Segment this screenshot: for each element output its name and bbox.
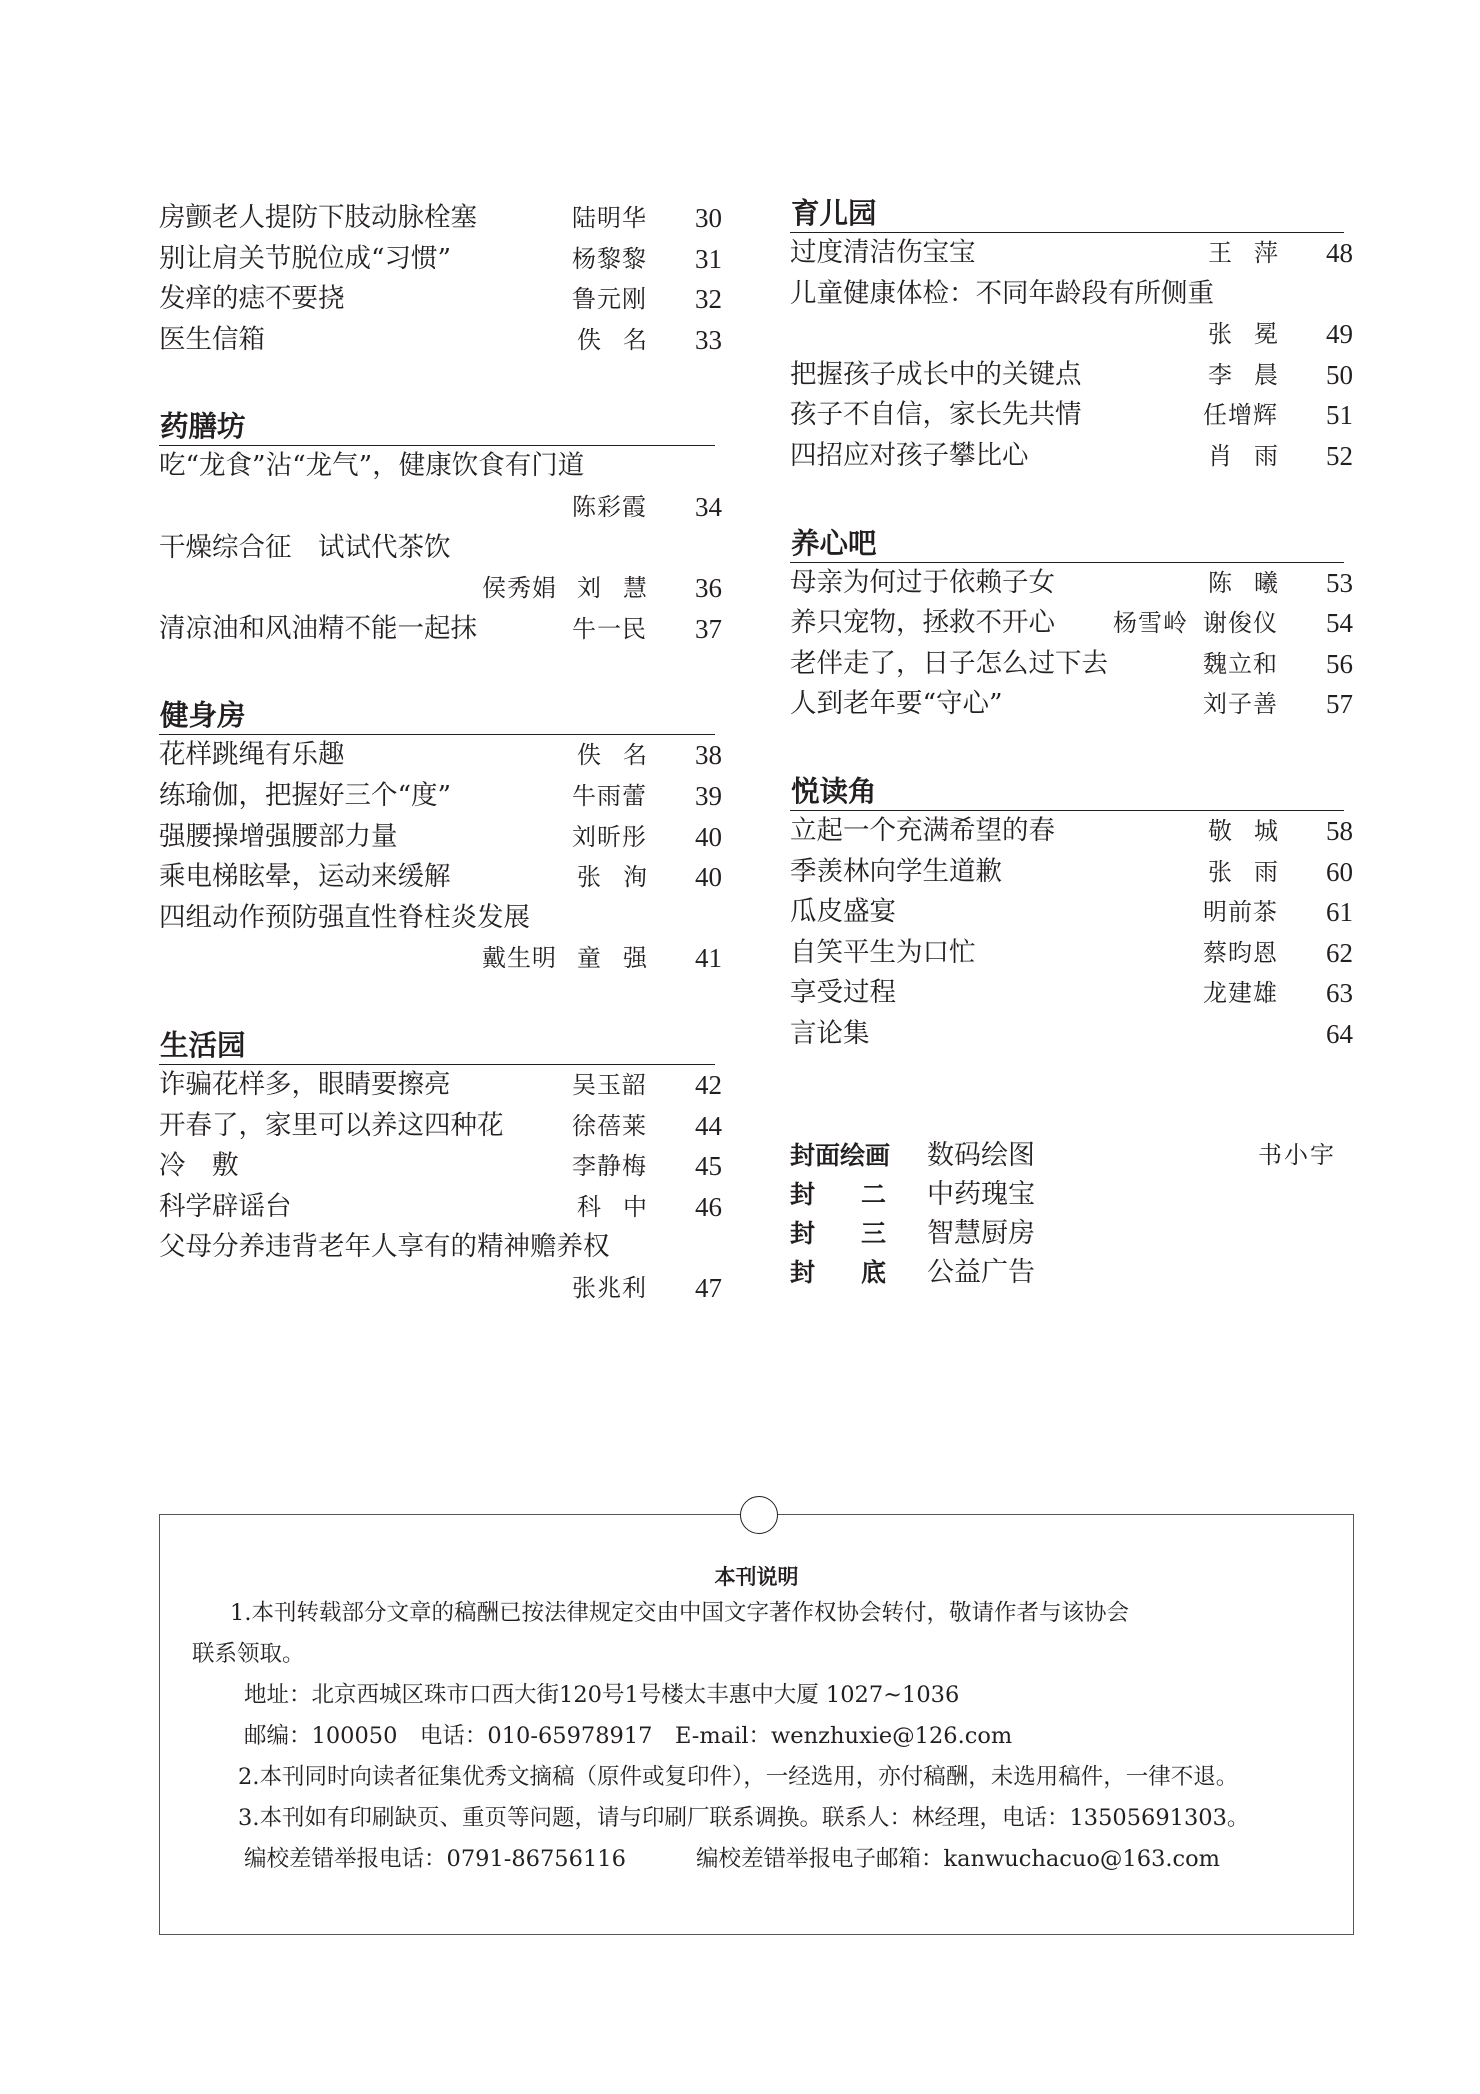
entry-title: 吃“龙食”沾“龙气”，健康饮食有门道 — [159, 450, 585, 482]
toc-entry[interactable] — [790, 355, 1353, 396]
entry-page: 62 — [1326, 937, 1353, 968]
entry-page: 38 — [695, 740, 722, 771]
entry-title: 老伴走了，日子怎么过下去 — [790, 647, 1108, 679]
entry-author: 牛雨蕾 — [572, 781, 647, 810]
entry-author: 陈彩霞 — [572, 492, 647, 521]
entry-title: 四组动作预防强直性脊柱炎发展 — [159, 901, 530, 933]
entry-author: 李晨 — [1208, 360, 1300, 389]
circle-ornament — [740, 1496, 778, 1534]
entry-author: 刘昕彤 — [572, 822, 647, 851]
entry-title: 四招应对孩子攀比心 — [790, 439, 1029, 471]
credit-label: 封面绘画 — [790, 1141, 891, 1170]
entry-page: 42 — [695, 1069, 722, 1100]
credit-value: 数码绘图 — [927, 1140, 1035, 1171]
entry-page: 32 — [695, 284, 722, 315]
toc-entry[interactable] — [159, 776, 722, 817]
entry-author: 任增辉 — [1203, 401, 1278, 430]
entry-page: 61 — [1326, 897, 1353, 928]
entry-page: 46 — [695, 1191, 722, 1222]
entry-page: 48 — [1326, 238, 1353, 268]
entry-author: 李静梅 — [572, 1152, 647, 1181]
entry-author: 肖雨 — [1208, 441, 1300, 470]
toc-entry[interactable] — [790, 1014, 1353, 1055]
toc-entry[interactable] — [790, 233, 1353, 274]
entry-author: 刘慧 — [577, 574, 669, 603]
entry-page: 63 — [1326, 978, 1353, 1009]
notice-title: 本刊说明 — [714, 1565, 799, 1589]
toc-entry-continuation[interactable] — [159, 938, 722, 979]
entry-title: 发痒的痣不要挠 — [159, 283, 345, 315]
entry-author: 王萍 — [1208, 239, 1300, 267]
entry-title: 父母分养违背老年人享有的精神赡养权 — [159, 1231, 610, 1263]
toc-left-column — [159, 198, 722, 1308]
entry-page: 47 — [695, 1272, 722, 1303]
entry-page: 51 — [1326, 400, 1353, 431]
toc-right-column — [790, 198, 1353, 1055]
entry-page: 50 — [1326, 359, 1353, 390]
credit-label: 封三 — [790, 1219, 933, 1248]
entry-title: 干燥综合征 试试代茶饮 — [159, 531, 451, 563]
section-title-shenghuo: 生活园 — [159, 1026, 715, 1065]
toc-entry-continuation[interactable] — [159, 1268, 722, 1309]
toc-entry[interactable] — [159, 1065, 722, 1106]
entry-author: 鲁元刚 — [572, 285, 647, 314]
toc-entry[interactable] — [159, 320, 722, 361]
entry-title: 享受过程 — [790, 977, 896, 1009]
entry-page: 45 — [695, 1151, 722, 1182]
notice-address: 地址：北京西城区珠市口西大街120号1号楼太丰惠中大厦 1027~1036 — [244, 1682, 960, 1708]
entry-page: 33 — [695, 324, 722, 355]
entry-title: 清凉油和风油精不能一起抹 — [159, 612, 477, 644]
entry-author: 张兆利 — [572, 1273, 647, 1302]
entry-author: 敬城 — [1208, 816, 1300, 845]
toc-entry[interactable] — [790, 274, 1353, 315]
credit-artist: 书小宇 — [1258, 1141, 1336, 1169]
notice-postcode: 邮编：100050 电话：010-65978917 E-mail：wenzhuxie@126.com — [244, 1723, 1013, 1749]
entry-title: 开春了，家里可以养这四种花 — [159, 1109, 504, 1141]
entry-page: 36 — [695, 573, 722, 604]
entry-author: 张雨 — [1208, 857, 1300, 886]
notice-line-1: 1.本刊转载部分文章的稿酬已按法律规定交由中国文字著作权协会转付，敬请作者与该协会 — [230, 1600, 1129, 1626]
entry-author: 陈曦 — [1208, 568, 1300, 597]
entry-title: 把握孩子成长中的关键点 — [790, 358, 1082, 390]
toc-entry-continuation[interactable] — [790, 314, 1353, 355]
entry-author: 陆明华 — [572, 204, 647, 232]
entry-author: 科中 — [577, 1192, 669, 1221]
toc-entry[interactable] — [159, 857, 722, 898]
notice-line-2: 2.本刊同时向读者征集优秀文摘稿（原件或复印件），一经选用，亦付稿酬，未选用稿件，一律不退。 — [238, 1764, 1239, 1790]
toc-entry[interactable] — [159, 817, 722, 858]
entry-title: 医生信箱 — [159, 323, 265, 355]
entry-page: 31 — [695, 243, 722, 274]
toc-entry[interactable] — [790, 684, 1353, 725]
section-title-yangxin: 养心吧 — [790, 524, 1344, 563]
entry-title: 冷 敷 — [159, 1150, 239, 1182]
entry-title: 立起一个充满希望的春 — [790, 814, 1055, 846]
section-title-jianshen: 健身房 — [159, 696, 715, 735]
entry-page: 56 — [1326, 648, 1353, 679]
entry-title: 别让肩关节脱位成“习惯” — [159, 242, 452, 274]
entry-title: 强腰操增强腰部力量 — [159, 820, 398, 852]
toc-entry[interactable] — [790, 644, 1353, 685]
entry-title: 孩子不自信，家长先共情 — [790, 399, 1082, 431]
entry-title: 瓜皮盛宴 — [790, 896, 896, 928]
toc-entry[interactable] — [790, 563, 1353, 604]
entry-page: 44 — [695, 1110, 722, 1141]
credit-value: 中药瑰宝 — [927, 1179, 1035, 1210]
toc-entry[interactable] — [159, 1146, 722, 1187]
entry-title: 花样跳绳有乐趣 — [159, 739, 345, 771]
notice-box — [159, 1514, 1354, 1935]
entry-title: 季羡林向学生道歉 — [790, 855, 1002, 887]
entry-title: 练瑜伽，把握好三个“度” — [159, 779, 452, 811]
entry-title: 乘电梯眩晕，运动来缓解 — [159, 861, 451, 893]
entry-title: 房颤老人提防下肢动脉栓塞 — [159, 202, 477, 233]
toc-entry[interactable] — [790, 436, 1353, 477]
credit-back-cover — [790, 1253, 1350, 1292]
entry-author: 佚名 — [577, 325, 669, 354]
notice-line-1b: 联系领取。 — [192, 1641, 305, 1667]
toc-entry[interactable] — [159, 528, 722, 569]
toc-entry[interactable] — [159, 898, 722, 939]
entry-title: 言论集 — [790, 1017, 870, 1049]
entry-author: 明前茶 — [1203, 898, 1278, 927]
toc-entry[interactable] — [790, 603, 1353, 644]
credit-value: 公益广告 — [927, 1257, 1035, 1288]
notice-report-phone: 编校差错举报电话：0791-86756116 — [244, 1846, 626, 1872]
entry-title: 科学辟谣台 — [159, 1190, 292, 1222]
entry-author: 张冕 — [1208, 320, 1300, 349]
credit-front-cover — [790, 1136, 1350, 1175]
toc-entry[interactable] — [159, 1187, 722, 1228]
toc-entry[interactable] — [790, 852, 1353, 893]
toc-entry[interactable] — [790, 933, 1353, 974]
entry-title: 儿童健康体检：不同年龄段有所侧重 — [790, 277, 1214, 309]
entry-author: 谢俊仪 — [1203, 609, 1278, 638]
entry-page: 39 — [695, 780, 722, 811]
entry-page: 49 — [1326, 319, 1353, 350]
credit-label: 封二 — [790, 1180, 933, 1209]
entry-author: 刘子善 — [1203, 690, 1278, 719]
section-title-yaoshan: 药膳坊 — [159, 407, 715, 446]
entry-title: 诈骗花样多，眼睛要擦亮 — [159, 1068, 451, 1100]
toc-entry[interactable] — [790, 811, 1353, 852]
toc-entry[interactable] — [159, 735, 722, 776]
entry-title: 过度清洁伤宝宝 — [790, 237, 976, 268]
entry-page: 40 — [695, 862, 722, 893]
entry-coauthor: 戴生明 — [482, 944, 557, 973]
credit-label: 封底 — [790, 1258, 933, 1287]
entry-page: 34 — [695, 491, 722, 522]
entry-author: 吴玉韶 — [572, 1070, 647, 1099]
entry-author: 牛一民 — [572, 614, 647, 643]
entry-page: 60 — [1326, 856, 1353, 887]
entry-page: 40 — [695, 821, 722, 852]
entry-page: 54 — [1326, 608, 1353, 639]
entry-author: 佚名 — [577, 741, 669, 770]
toc-entry[interactable] — [159, 446, 722, 487]
toc-entry[interactable] — [159, 279, 722, 320]
entry-title: 人到老年要“守心” — [790, 688, 1003, 720]
credit-inside-front — [790, 1175, 1350, 1214]
entry-author: 魏立和 — [1203, 649, 1278, 678]
section-title-yuedu: 悦读角 — [790, 772, 1344, 811]
entry-title: 自笑平生为口忙 — [790, 936, 976, 968]
entry-page: 53 — [1326, 567, 1353, 598]
entry-page: 58 — [1326, 815, 1353, 846]
entry-page: 57 — [1326, 689, 1353, 720]
entry-author: 徐蓓莱 — [572, 1111, 647, 1140]
entry-page: 41 — [695, 943, 722, 974]
toc-entry[interactable] — [790, 973, 1353, 1014]
notice-report-email: 编校差错举报电子邮箱：kanwuchacuo@163.com — [696, 1846, 1221, 1872]
entry-coauthor: 侯秀娟 — [482, 574, 557, 603]
toc-entry[interactable] — [159, 609, 722, 650]
toc-entry-continuation[interactable] — [159, 487, 722, 528]
entry-coauthor: 杨雪岭 — [1113, 609, 1188, 638]
entry-page: 30 — [695, 203, 722, 233]
toc-entry[interactable] — [159, 198, 722, 239]
toc-entry-continuation[interactable] — [159, 568, 722, 609]
entry-author: 张洵 — [577, 863, 669, 892]
credit-inside-back — [790, 1214, 1350, 1253]
entry-title: 母亲为何过于依赖子女 — [790, 566, 1055, 598]
notice-line-3: 3.本刊如有印刷缺页、重页等问题，请与印刷厂联系调换。联系人：林经理，电话：13505691303。 — [238, 1805, 1250, 1831]
entry-author: 蔡昀恩 — [1203, 938, 1278, 967]
entry-author: 杨黎黎 — [572, 244, 647, 273]
toc-entry[interactable] — [159, 1106, 722, 1147]
entry-title: 养只宠物，拯救不开心 — [790, 607, 1055, 639]
section-title-yuer: 育儿园 — [790, 194, 1344, 233]
credit-value: 智慧厨房 — [927, 1218, 1035, 1249]
entry-page: 37 — [695, 613, 722, 644]
cover-credits — [790, 1136, 1350, 1292]
toc-entry[interactable] — [790, 892, 1353, 933]
entry-page: 64 — [1326, 1018, 1353, 1049]
entry-author: 童强 — [577, 944, 669, 973]
toc-entry[interactable] — [159, 1227, 722, 1268]
toc-entry[interactable] — [159, 239, 722, 280]
toc-entry[interactable] — [790, 395, 1353, 436]
entry-page: 52 — [1326, 440, 1353, 471]
entry-author: 龙建雄 — [1203, 979, 1278, 1008]
